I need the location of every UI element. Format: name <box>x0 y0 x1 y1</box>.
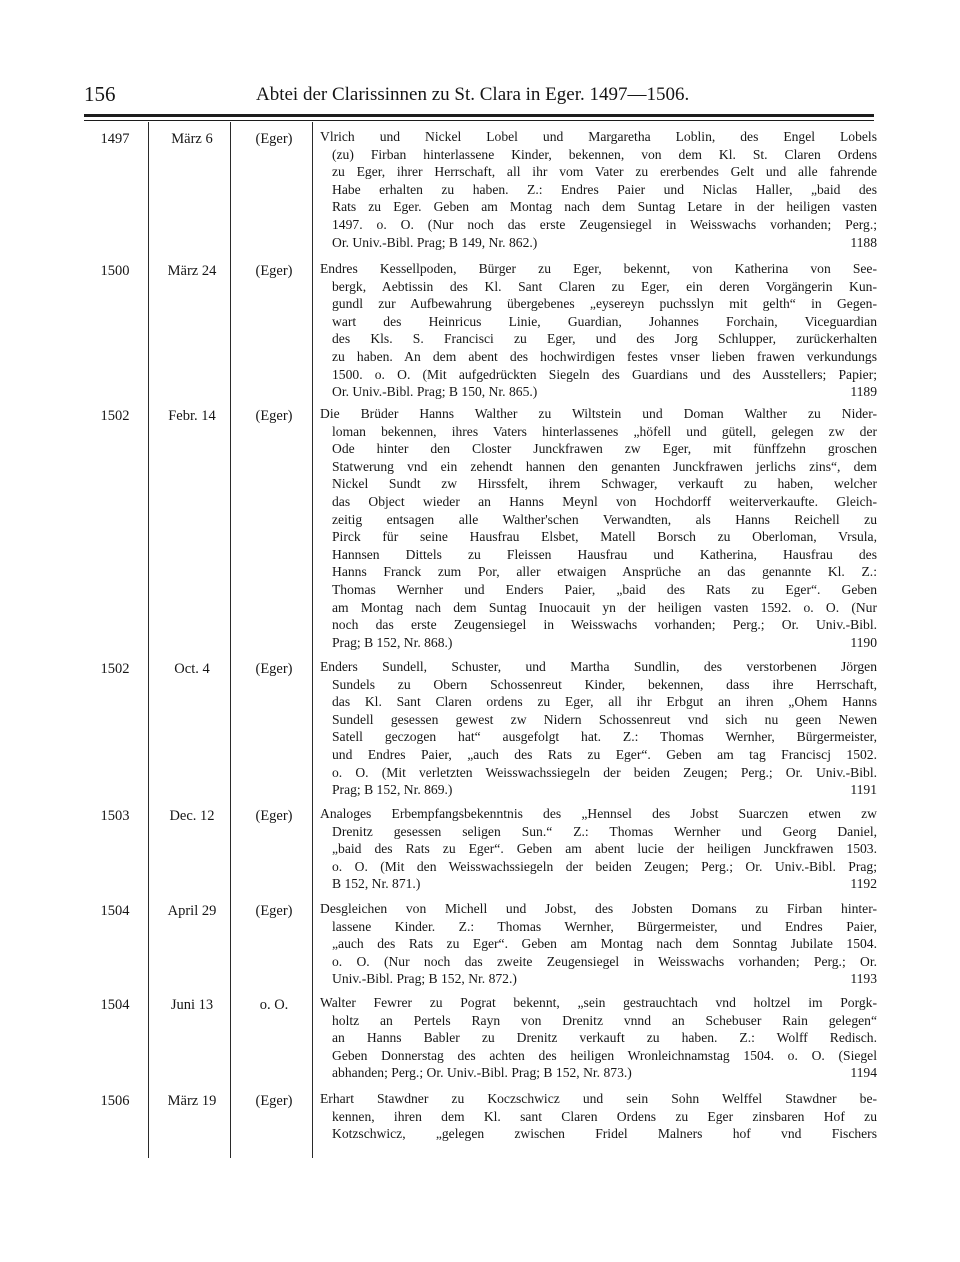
text-line <box>320 366 877 384</box>
text-line-content: Vlrich und Nickel Lobel und Margaretha Loblin, des Engel Lobels <box>320 129 877 144</box>
text-line-content: Sundell gesessen gewest zw Nidern Schossenreut vnd sich nu geen Newen <box>332 711 877 727</box>
text-line <box>320 823 877 841</box>
text-line <box>320 953 877 971</box>
text-line-content: Enders Sundell, Schuster, und Martha Sundlin, des verstorbenen Jörgen <box>320 659 877 674</box>
text-line <box>320 935 877 953</box>
entry-place: (Eger) <box>255 131 293 147</box>
text-line-content: zu Eger, ihrer Herrschaft, all ihr vom Vater zu ererbendes Gelt und alle fahrende <box>332 164 877 180</box>
text-line-content: 1500. o. O. (Mit aufgedrückten Siegeln des Guardians und des Ausstellers; Papier; <box>332 366 877 382</box>
header-rule-thin <box>84 120 874 121</box>
text-line-content: Or. Univ.-Bibl. Prag; B 150, Nr. 865.) <box>332 384 538 400</box>
text-line-content: Prag; B 152, Nr. 869.) <box>332 782 453 798</box>
text-line-content: noch das erste Zeugensiegel in Weisswachs vorhanden; Perg.; Or. Univ.-Bibl. <box>332 617 877 633</box>
text-line <box>320 728 877 746</box>
text-line <box>320 278 877 296</box>
text-line-content: Thomas Wernher und Enders Paier, „baid des Rats zu Eger“. Geben <box>332 581 877 597</box>
text-line-content: o. O. (Mit den Weisswachssiegeln der beiden Zeugen; Perg.; Or. Univ.-Bibl. Prag; <box>332 858 877 874</box>
text-line-content: Satell geczogen hat“ ausgefolgt hat. Z.: Thomas Wernher, Bürgermeister, <box>332 729 877 745</box>
text-line <box>320 493 877 511</box>
text-line-content: bergk, Aebtissin des Kl. Sant Claren zu Eger, ein deren Vorgängerin Kun- <box>332 278 877 294</box>
text-line-content: abhanden; Perg.; Or. Univ.-Bibl. Prag; B 152, Nr. 873.) <box>332 1065 632 1081</box>
text-line-content: Kotzschwicz, „gelegen zwischen Fridel Malners hof vnd Fischers <box>332 1126 877 1142</box>
regest-number: 1194 <box>850 1065 877 1081</box>
column-divider-year <box>148 122 149 1158</box>
text-line-content: an Hanns Babler zu Drenitz verkauft zu haben. Z.: Wolff Redisch. <box>332 1030 877 1046</box>
text-line <box>320 634 877 652</box>
text-line-content: zeitig entsagen alle Walther'schen Verwandten, als Hanns Reichell zu <box>332 511 877 527</box>
text-line-content: B 152, Nr. 871.) <box>332 876 421 892</box>
text-line-content: Walter Fewrer zu Pograt bekennt, „sein gestrauchtach vnd holtzel im Porgk- <box>320 995 877 1010</box>
text-line <box>320 764 877 782</box>
text-line-content: Ode hinter den Closter Junckfrawen zw Eger, mit fünffzehn groschen <box>332 441 877 457</box>
text-line-content: das Object wieder an Hanns Meynl von Hochdorff weiterverkaufte. Gleich- <box>332 493 877 509</box>
entry-place: (Eger) <box>255 1093 293 1109</box>
regest-number: 1190 <box>850 634 877 650</box>
text-line <box>320 781 877 799</box>
text-line <box>320 234 877 252</box>
text-line <box>320 313 877 331</box>
text-line <box>320 260 877 278</box>
entry-text <box>320 900 877 988</box>
text-line <box>320 458 877 476</box>
entry-year: 1506 <box>100 1093 130 1109</box>
text-line-content: wart des Heinricus Linie, Guardian, Johannes Forchain, Viceguardian <box>332 313 877 329</box>
text-line-content: Nickel Sundt zw Hirssfelt, ihrem Schwager, verkauft zu haben, welcher <box>332 476 877 492</box>
text-line-content: o. O. (Mit verletzten Weisswachssiegeln der beiden Zeugen; Perg.; Or. Univ.-Bibl. <box>332 764 877 780</box>
text-line <box>320 711 877 729</box>
text-line <box>320 1029 877 1047</box>
text-line-content: Rats zu Eger. Geben am Montag nach dem Suntag Letare in der heiligen vasten <box>332 199 877 215</box>
text-line-content: loman bekennen, ihres Vaters hinterlassenes „höfell und gütell, gelegen zw der <box>332 423 877 439</box>
text-line <box>320 146 877 164</box>
text-line-content: gundl zur Aufbewahrung übergebenes „eysereyn puchsslyn mit gelth“ in Gegen- <box>332 296 877 312</box>
entry-date: März 19 <box>167 1093 217 1109</box>
entry-date: April 29 <box>167 903 217 919</box>
entry-place: (Eger) <box>255 263 293 279</box>
text-line <box>320 128 877 146</box>
text-line-content: Prag; B 152, Nr. 868.) <box>332 634 453 650</box>
text-line <box>320 1064 877 1082</box>
text-line-content: Drenitz gesessen seligen Sun.“ Z.: Thomas Wernher und Georg Daniel, <box>332 823 877 839</box>
text-line-content: das Kl. Sant Claren ordens zu Eger, all ihr Erbgut an ihren „Ohem Hanns <box>332 694 877 710</box>
text-line <box>320 581 877 599</box>
text-line <box>320 383 877 401</box>
text-line-content: 1497. o. O. (Nur noch das erste Zeugensiegel in Weisswachs vorhanden; Perg.; <box>332 216 877 232</box>
regest-number: 1193 <box>850 971 877 987</box>
entry-text <box>320 994 877 1082</box>
entry-text <box>320 658 877 799</box>
text-line <box>320 423 877 441</box>
text-line-content: kennen, ihren dem Kl. sant Claren Ordens zu Eger zinsbaren Hof zu <box>332 1108 877 1124</box>
text-line <box>320 511 877 529</box>
text-line-content: (zu) Firban hinterlassene Kinder, bekennen, von dem Kl. St. Claren Ordens <box>332 146 877 162</box>
text-line-content: holtz an Pertels Rayn von Drenitz vnnd an Schebuser Rain gelegen“ <box>332 1012 877 1028</box>
page-header <box>84 82 880 112</box>
entry-date: Dec. 12 <box>169 808 215 824</box>
text-line-content: Analoges Erbempfangsbekenntnis des „Hennsel des Jobst Suarczen etwen zw <box>320 806 877 821</box>
entry-text <box>320 128 877 251</box>
text-line <box>320 563 877 581</box>
text-line <box>320 1047 877 1065</box>
entry-date: Febr. 14 <box>168 408 216 424</box>
text-line <box>320 676 877 694</box>
text-line <box>320 900 877 918</box>
entry-text <box>320 405 877 651</box>
text-line <box>320 475 877 493</box>
text-line-content: Hanns Franck zum Por, aller etwaigen Ansprüche an das genannte Kl. Z.: <box>332 564 877 580</box>
text-line-content: „baid des Rats zu Eger“. Geben am abent lucie der heiligen Junckfrawen 1503. <box>332 841 877 857</box>
regest-number: 1188 <box>850 234 877 250</box>
running-title: Abtei der Clarissinnen zu St. Clara in Eger. 1497—1506. <box>256 84 690 105</box>
entry-place: (Eger) <box>255 661 293 677</box>
text-line-content: Habe erhalten zu haben. Z.: Endres Paier und Niclas Haller, „baid des <box>332 181 877 197</box>
regest-number: 1189 <box>850 384 877 400</box>
text-line-content: „auch des Rats zu Eger“. Geben am Montag nach dem Sonntag Jubilate 1504. <box>332 936 877 952</box>
entry-place: (Eger) <box>255 903 293 919</box>
text-line <box>320 599 877 617</box>
entry-year: 1504 <box>100 903 130 919</box>
text-line <box>320 970 877 988</box>
entry-place: (Eger) <box>255 408 293 424</box>
text-line <box>320 858 877 876</box>
header-rule-thick <box>84 114 874 117</box>
text-line <box>320 181 877 199</box>
text-line <box>320 805 877 823</box>
text-line <box>320 1125 877 1143</box>
text-line-content: Geben Donnerstag des achten des heiligen Wronleichnamstag 1504. o. O. (Siegel <box>332 1047 877 1063</box>
text-line <box>320 658 877 676</box>
text-line-content: Endres Kessellpoden, Bürger zu Eger, bekennt, von Katherina von See- <box>320 261 877 276</box>
entry-place: o. O. <box>259 997 289 1013</box>
text-line <box>320 840 877 858</box>
text-line-content: und Endres Paier, „auch des Rats zu Eger“. Geben am tag Franciscj 1502. <box>332 746 877 762</box>
text-line-content: am Montag nach dem Suntag Inuocauit yn der heiligen vasten 1592. o. O. (Nur <box>332 599 877 615</box>
text-line <box>320 198 877 216</box>
text-line <box>320 295 877 313</box>
page-number: 156 <box>84 82 116 106</box>
entry-year: 1500 <box>100 263 130 279</box>
text-line-content: Hannsen Dittels zu Fleissen Hausfrau und Katherina, Hausfrau des <box>332 546 877 562</box>
entry-text <box>320 260 877 401</box>
text-line <box>320 1090 877 1108</box>
text-line-content: des Kls. S. Francisci zu Eger, und des Jorg Schlupper, zurückerhalten <box>332 331 877 347</box>
text-line <box>320 528 877 546</box>
text-line <box>320 616 877 634</box>
text-line <box>320 330 877 348</box>
text-line <box>320 746 877 764</box>
text-line <box>320 546 877 564</box>
entry-place: (Eger) <box>255 808 293 824</box>
entry-text <box>320 805 877 893</box>
text-line <box>320 405 877 423</box>
text-line-content: Pirck für seine Hausfrau Elsbet, Matell Borsch zu Oberloman, Vrsula, <box>332 529 877 545</box>
text-line-content: Univ.-Bibl. Prag; B 152, Nr. 872.) <box>332 971 517 987</box>
text-line-content: Statwerung vnd ein zehendt hannen den genanten Junckfrawen jerlichs zins“, dem <box>332 458 877 474</box>
text-line <box>320 1012 877 1030</box>
text-line <box>320 918 877 936</box>
entry-text <box>320 1090 877 1143</box>
text-line-content: lassene Kinder. Z.: Thomas Wernher, Bürgermeister, und Endres Paier, <box>332 918 877 934</box>
text-line-content: Die Brüder Hanns Walther zu Wiltstein und Doman Walther zu Nider- <box>320 406 877 421</box>
entry-date: Juni 13 <box>170 997 214 1013</box>
regest-number: 1191 <box>850 782 877 798</box>
regest-number: 1192 <box>850 876 877 892</box>
text-line-content: Desgleichen von Michell und Jobst, des Jobsten Domans zu Firban hinter- <box>320 901 877 916</box>
text-line-content: Sundels zu Obern Schossenreut Kinder, bekennen, dass ihre Herrschaft, <box>332 676 877 692</box>
text-line <box>320 1108 877 1126</box>
entry-year: 1502 <box>100 408 130 424</box>
entry-year: 1497 <box>100 131 130 147</box>
column-divider-place <box>312 122 313 1158</box>
entry-date: März 24 <box>167 263 217 279</box>
text-line-content: zu haben. An dem abent des hochwirdigen festes vnser lieben frawen verkundungs <box>332 348 877 364</box>
entry-date: Oct. 4 <box>174 661 210 677</box>
text-line-content: Or. Univ.-Bibl. Prag; B 149, Nr. 862.) <box>332 234 538 250</box>
entry-year: 1504 <box>100 997 130 1013</box>
entry-date: März 6 <box>171 131 213 147</box>
text-line <box>320 994 877 1012</box>
text-line <box>320 440 877 458</box>
text-line <box>320 348 877 366</box>
text-line <box>320 693 877 711</box>
text-line-content: o. O. (Nur noch das zweite Zeugensiegel in Weisswachs vorhanden; Perg.; Or. <box>332 953 877 969</box>
entry-year: 1503 <box>100 808 130 824</box>
text-line <box>320 163 877 181</box>
entry-year: 1502 <box>100 661 130 677</box>
text-line <box>320 875 877 893</box>
text-line-content: Erhart Stawdner zu Koczschwicz und sein Sohn Welffel Stawdner be- <box>320 1091 877 1106</box>
text-line <box>320 216 877 234</box>
